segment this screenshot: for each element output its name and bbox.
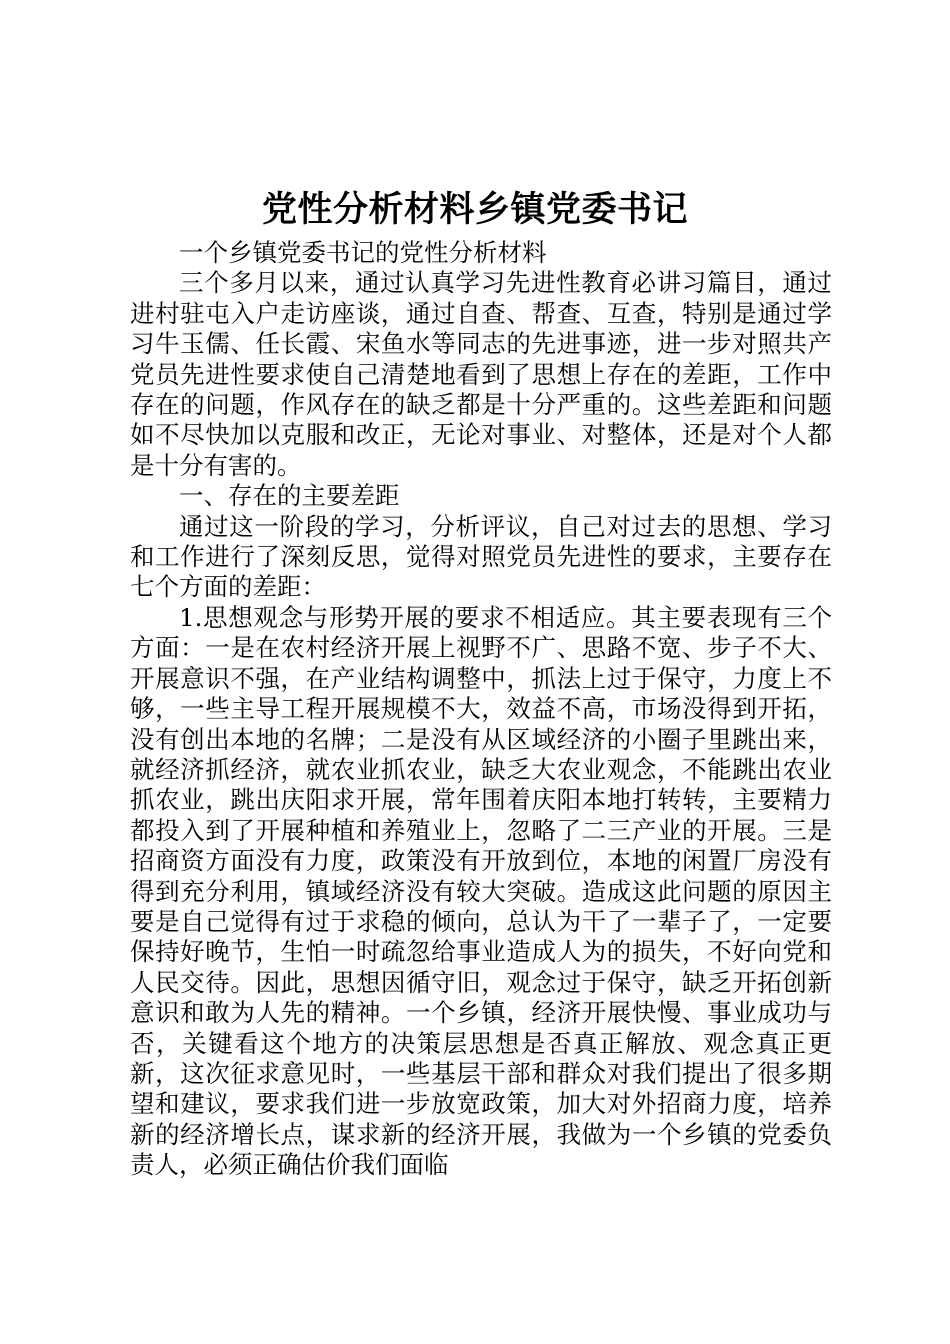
paragraph-point-1: 1.思想观念与形势开展的要求不相适应。其主要表现有三个方面：一是在农村经济开展上视野不广、思路不宽、步子不大、开展意识不强，在产业结构调整中，抓法上过于保守，力度上不够，一些主导工程开展规模不大，效益不高，市场没得到开拓，没有创出本地的名牌；二是没有从区域经济的小圈子里跳出来，就经济抓经济，就农业抓农业，缺乏大农业观念，不能跳出农业抓农业，跳出庆阳求开展，常年围着庆阳本地打转转，主要精力都投入到了开展种植和养殖业上，忽略了二三产业的开展。三是招商资方面没有力度，政策没有开放到位，本地的闲置厂房没有得到充分利用，镇域经济没有较大突破。造成这此问题的原因主要是自己觉得有过于求稳的倾向，总认为干了一辈子了，一定要保持好晚节，生怕一时疏忽给事业造成人为的损失，不好向党和人民交待。因此，思想因循守旧，观念过于保守，缺乏开拓创新意识和敢为人先的精神。一个乡镇，经济开展快慢、事业成功与否，关键看这个地方的决策层思想是否真正解放、观念真正更新，这次征求意见时，一些基层干部和群众对我们提出了很多期望和建议，要求我们进一步放宽政策，加大对外招商力度，培养新的经济增长点，谋求新的经济开展，我做为一个乡镇的党委负责人，必须正确估价我们面临	[130, 602, 832, 1180]
document-title: 党性分析材料乡镇党委书记	[261, 189, 688, 230]
section-heading: 一、存在的主要差距	[179, 481, 400, 511]
paragraph-overview: 通过这一阶段的学习，分析评议，自己对过去的思想、学习和工作进行了深刻反思，觉得对照党员先进性的要求，主要存在七个方面的差距：	[130, 511, 832, 602]
paragraph-subtitle: 一个乡镇党委书记的党性分析材料	[179, 238, 547, 267]
paragraph-intro: 三个多月以来，通过认真学习先进性教育必讲习篇目，通过进村驻屯入户走访座谈，通过自查、帮查、互查，特别是通过学习牛玉儒、任长霞、宋鱼水等同志的先进事迹，进一步对照共产党员先进性要求使自己清楚地看到了思想上存在的差距，工作中存在的问题，作风存在的缺乏都是十分严重的。这些差距和问题如不尽快加以克服和改正，无论对事业、对整体，还是对个人都是十分有害的。	[130, 268, 832, 480]
document-body	[130, 238, 832, 1181]
